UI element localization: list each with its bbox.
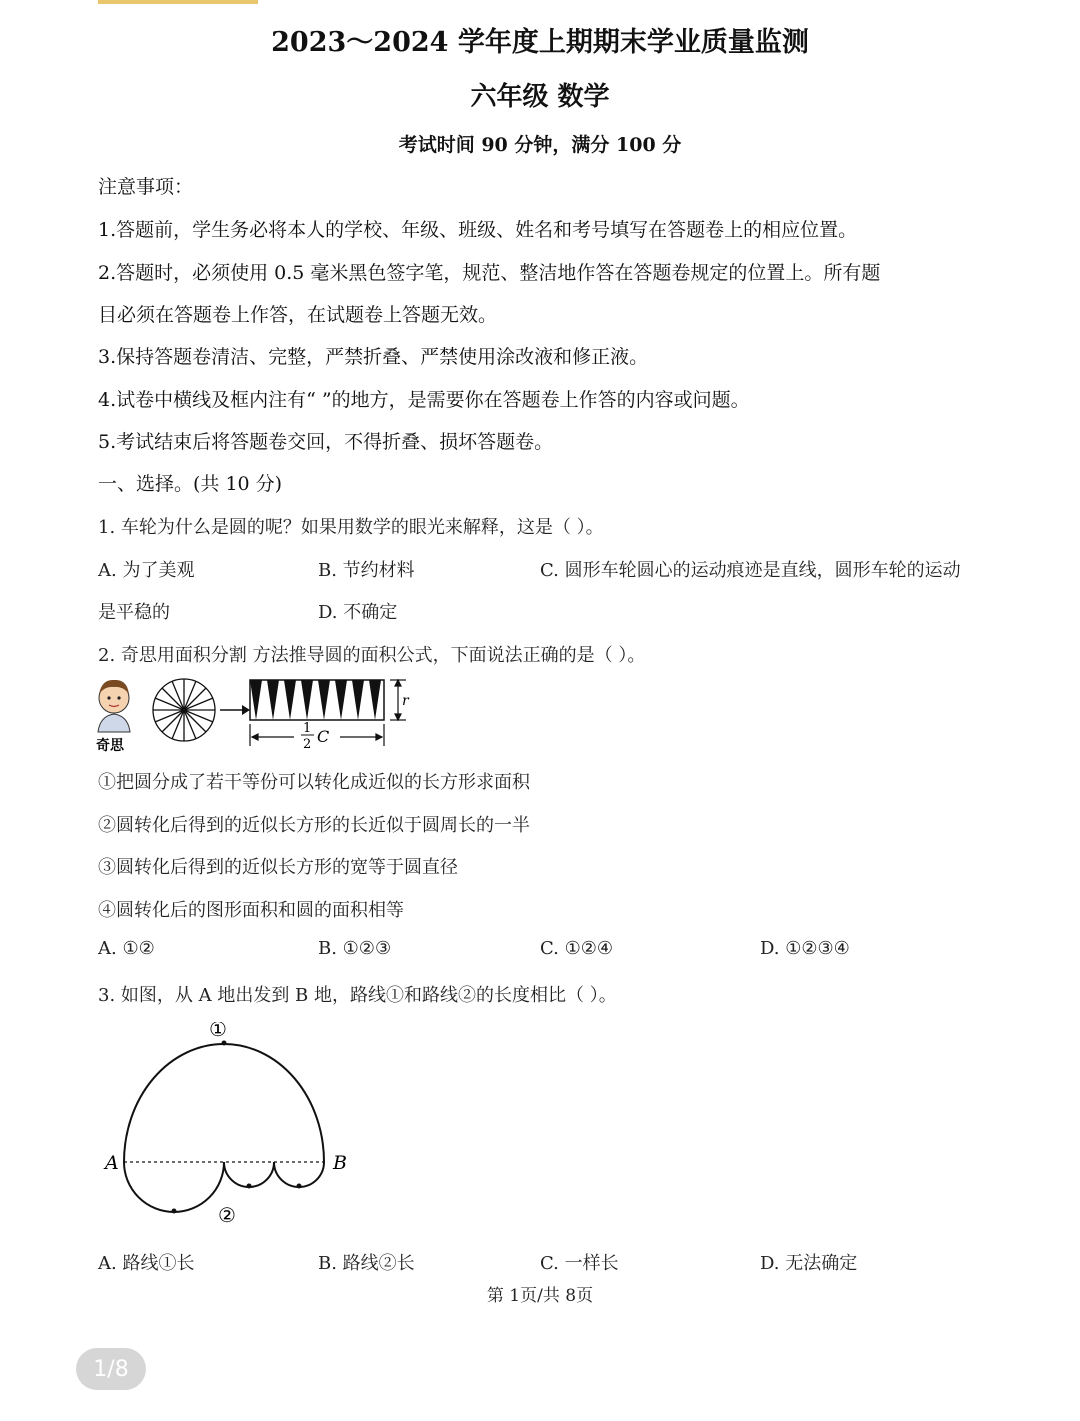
q2-option-b: B. ①②③ <box>318 938 392 959</box>
label-route-2: ② <box>218 1203 236 1227</box>
route-2-small-arc <box>224 1162 274 1187</box>
q2-stem: 2. 奇思用面积分割 方法推导圆的面积公式，下面说法正确的是（ ）。 <box>98 645 646 666</box>
character-name: 奇思 <box>96 738 124 754</box>
notice-item: 4.试卷中横线及框内注有“ ”的地方，是需要你在答题卷上作答的内容或问题。 <box>98 389 750 411</box>
label-route-1: ① <box>209 1022 227 1041</box>
exam-info: 考试时间 90 分钟，满分 100 分 <box>398 134 682 156</box>
q2-option-d: D. ①②③④ <box>760 938 850 959</box>
q1-stem: 1. 车轮为什么是圆的呢？如果用数学的眼光来解释，这是（ ）。 <box>98 517 604 538</box>
q2-statement: ④圆转化后的图形面积和圆的面积相等 <box>98 900 404 921</box>
exam-subject: 六年级 数学 <box>470 82 610 112</box>
q1-option-c: C. 圆形车轮圆心的运动痕迹是直线，圆形车轮的运动 <box>540 560 961 581</box>
q2-statement: ③圆转化后得到的近似长方形的宽等于圆直径 <box>98 857 458 878</box>
notice-item: 3.保持答题卷清洁、完整，严禁折叠、严禁使用涂改液和修正液。 <box>98 346 649 368</box>
rearranged-rectangle <box>250 680 384 720</box>
q3-option-d: D. 无法确定 <box>760 1253 858 1274</box>
q2-figure <box>90 674 420 762</box>
q3-route-figure <box>96 1022 366 1232</box>
notice-item: 1.答题前，学生务必将本人的学校、年级、班级、姓名和考号填写在答题卷上的相应位置。 <box>98 219 858 241</box>
fraction-numerator: 1 <box>303 721 312 736</box>
label-point-b: B <box>333 1152 347 1174</box>
notice-item: 目必须在答题卷上作答，在试题卷上答题无效。 <box>98 304 498 326</box>
section-heading: 一、选择。(共 10 分) <box>98 473 283 495</box>
q3-option-a: A. 路线①长 <box>98 1253 195 1274</box>
q2-statement: ①把圆分成了若干等份可以转化成近似的长方形求面积 <box>98 772 530 793</box>
q3-stem: 3. 如图，从 A 地出发到 B 地，路线①和路线②的长度相比（ ）。 <box>98 985 617 1006</box>
q2-statement: ②圆转化后得到的近似长方形的长近似于圆周长的一半 <box>98 815 530 836</box>
label-point-a: A <box>105 1152 119 1174</box>
page-footer: 第 1页/共 8页 <box>486 1286 594 1306</box>
route-2-small-arc <box>274 1162 324 1187</box>
q3-option-c: C. 一样长 <box>540 1253 619 1274</box>
q1-option-a: A. 为了美观 <box>98 560 195 581</box>
top-edge-decoration <box>98 0 258 4</box>
q1-option-b: B. 节约材料 <box>318 560 415 581</box>
sector-circle <box>153 679 215 741</box>
character-icon <box>98 680 130 732</box>
notice-item: 5.考试结束后将答题卷交回，不得折叠、损坏答题卷。 <box>98 431 554 453</box>
route-2-lower-arc <box>124 1162 224 1212</box>
q2-option-a: A. ①② <box>98 938 155 959</box>
notice-item: 2.答题时，必须使用 0.5 毫米黑色签字笔，规范、整洁地作答在答题卷规定的位置上。所有题 <box>98 262 881 284</box>
exam-title: 2023～2024 学年度上期期末学业质量监测 <box>271 27 809 58</box>
page-indicator[interactable]: 1/8 <box>76 1348 146 1390</box>
route-1-path <box>124 1044 324 1162</box>
r-label: r <box>402 693 409 709</box>
notice-heading: 注意事项： <box>98 176 194 198</box>
arrow-right-icon <box>220 705 250 715</box>
q1-option-c-cont: 是平稳的 <box>98 602 170 623</box>
q3-option-b: B. 路线②长 <box>318 1253 415 1274</box>
q2-option-c: C. ①②④ <box>540 938 613 959</box>
q1-option-d: D. 不确定 <box>318 602 398 623</box>
c-label: C <box>317 727 330 746</box>
fraction-denominator: 2 <box>303 737 312 752</box>
